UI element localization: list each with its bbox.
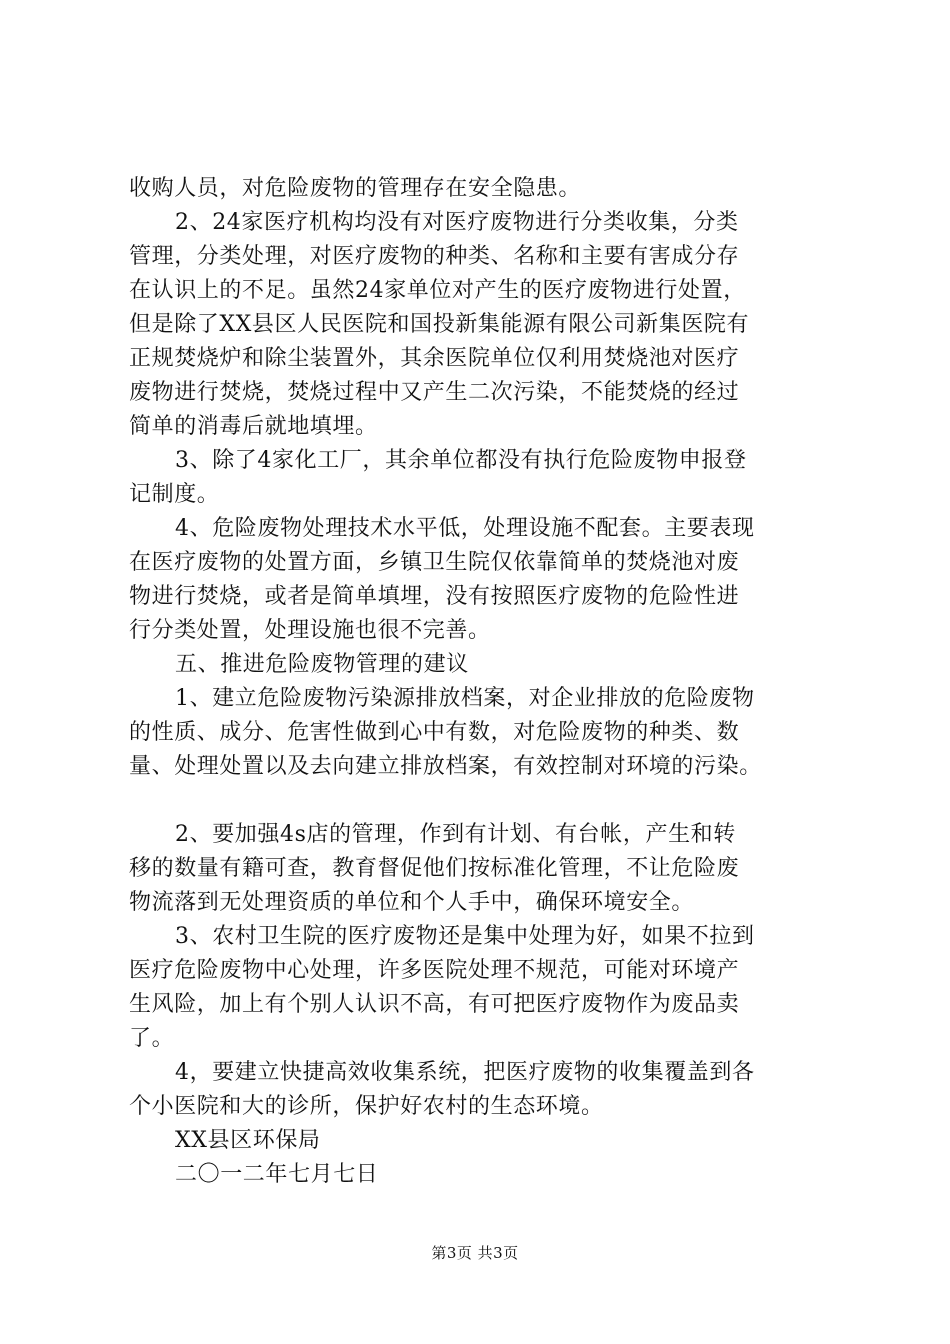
signature-organization: XX县区环保局 xyxy=(175,1128,321,1153)
paragraph-line: 1、建立危险废物污染源排放档案，对企业排放的危险废物 xyxy=(175,686,755,711)
paragraph-line: 的性质、成分、危害性做到心中有数，对危险废物的种类、数 xyxy=(129,720,740,745)
paragraph-line: 废物进行焚烧，焚烧过程中又产生二次污染，不能焚烧的经过 xyxy=(129,380,740,405)
paragraph-line: 3、除了4家化工厂，其余单位都没有执行危险废物申报登 xyxy=(175,448,747,473)
paragraph-line: 了。 xyxy=(129,1026,175,1051)
paragraph-line: 2、24家医疗机构均没有对医疗废物进行分类收集，分类 xyxy=(175,210,739,235)
paragraph-line: 记制度。 xyxy=(129,482,220,507)
paragraph-line: 行分类处置，处理设施也很不完善。 xyxy=(129,618,491,643)
paragraph-line: 量、处理处置以及去向建立排放档案，有效控制对环境的污染。 xyxy=(129,754,762,779)
paragraph-line: 在医疗废物的处置方面，乡镇卫生院仅依靠简单的焚烧池对废 xyxy=(129,550,740,575)
document-body xyxy=(129,172,831,1192)
signature-date: 二〇一二年七月七日 xyxy=(175,1162,379,1187)
paragraph-line: 收购人员，对危险废物的管理存在安全隐患。 xyxy=(129,176,582,201)
paragraph-line: 生风险，加上有个别人认识不高，有可把医疗废物作为废品卖 xyxy=(129,992,740,1017)
paragraph-line: 移的数量有籍可查，教育督促他们按标准化管理，不让危险废 xyxy=(129,856,740,881)
paragraph-line: 个小医院和大的诊所，保护好农村的生态环境。 xyxy=(129,1094,604,1119)
paragraph-line: 2、要加强4s店的管理，作到有计划、有台帐，产生和转 xyxy=(175,822,736,847)
paragraph-line: 4、危险废物处理技术水平低，处理设施不配套。主要表现 xyxy=(175,516,755,541)
paragraph-line: 4，要建立快捷高效收集系统，把医疗废物的收集覆盖到各 xyxy=(175,1060,755,1085)
paragraph-line: 3、农村卫生院的医疗废物还是集中处理为好，如果不拉到 xyxy=(175,924,755,949)
page-number-footer: 第3页 共3页 xyxy=(431,1244,519,1262)
section-heading: 五、推进危险废物管理的建议 xyxy=(175,652,469,677)
paragraph-line: 简单的消毒后就地填埋。 xyxy=(129,414,378,439)
paragraph-line: 但是除了XX县区人民医院和国投新集能源有限公司新集医院有 xyxy=(129,312,750,337)
paragraph-line: 物流落到无处理资质的单位和个人手中，确保环境安全。 xyxy=(129,890,695,915)
paragraph-line: 物进行焚烧，或者是简单填埋，没有按照医疗废物的危险性进 xyxy=(129,584,740,609)
paragraph-line: 管理，分类处理，对医疗废物的种类、名称和主要有害成分存 xyxy=(129,244,740,269)
blank-line xyxy=(129,784,831,818)
paragraph-line: 在认识上的不足。虽然24家单位对产生的医疗废物进行处置， xyxy=(129,278,746,303)
paragraph-line: 医疗危险废物中心处理，许多医院处理不规范，可能对环境产 xyxy=(129,958,740,983)
paragraph-line: 正规焚烧炉和除尘装置外，其余医院单位仅利用焚烧池对医疗 xyxy=(129,346,740,371)
